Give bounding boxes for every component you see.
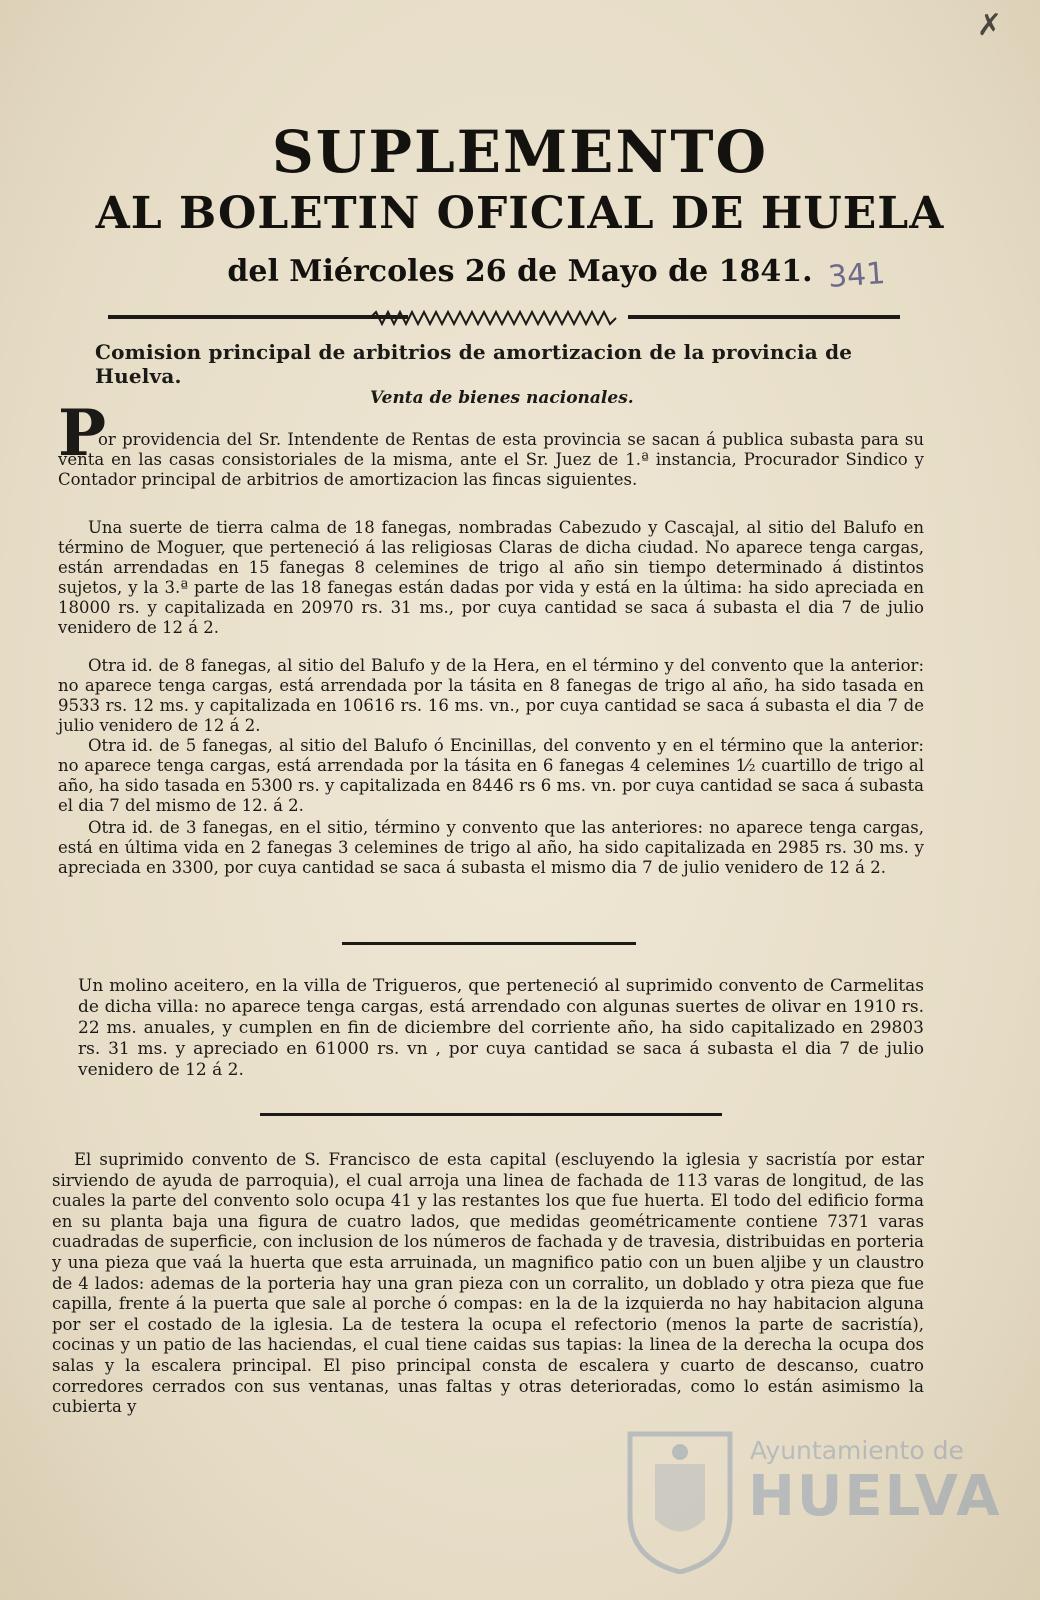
listing-paragraph: Otra id. de 3 fanegas, en el sitio, término y convento que las anteriores: no aparece tenga cargas, está en última vida en 2 fanegas 3 celemines de trigo al año, ha sido capitalizada en 2985 rs. 30 ms. y apreciada en 3300, por cuya cantidad se saca á subasta el mismo dia 7 de julio venidero de 12 á 2. xyxy=(58,818,924,877)
city-shield-icon xyxy=(620,1424,740,1574)
divider-right-bar xyxy=(628,315,900,319)
listing-paragraph: Una suerte de tierra calma de 18 fanegas, nombradas Cabezudo y Cascajal, al sitio del Balufo en término de Moguer, que perteneció á las religiosas Claras de dicha ciudad. No aparece tenga cargas, están arrendadas en 15 fanegas 8 celemines de trigo al año sin tiempo determinado á distintos sujetos, y la 3.ª parte de las 18 fanegas están dadas por vida y está en la última: ha sido apreciada en 18000 rs. y capitalizada en 20970 rs. 31 ms., por cuya cantidad se saca á subasta el dia 7 de julio venidero de 12 á 2. xyxy=(58,518,924,637)
watermark-line2: HUELVA xyxy=(748,1464,1002,1529)
section-subheading: Venta de bienes nacionales. xyxy=(370,388,634,408)
section-rule xyxy=(342,942,636,945)
listing-paragraph: Un molino aceitero, en la villa de Trigueros, que perteneció al suprimido convento de Carmelitas de dicha villa: no aparece tenga cargas, está arrendado con algunas suertes de olivar en 1910 rs. 22 ms. anuales, y cumplen en fin de diciembre del corriente año, ha sido capitalizado en 29803 rs. 31 ms. y apreciado en 61000 rs. vn , por cuya cantidad se saca á subasta el dia 7 de julio venidero de 12 á 2. xyxy=(78,976,924,1080)
section-rule xyxy=(260,1113,722,1116)
intro-paragraph: or providencia del Sr. Intendente de Rentas de esta provincia se sacan á publica subasta para su venta en las casas consistoriales de la misma, ante el Sr. Juez de 1.ª instancia, Procurador Sindico y Contador principal de arbitrios de amortizacion las fincas siguientes. xyxy=(58,430,924,489)
listing-paragraph: Otra id. de 5 fanegas, al sitio del Balufo ó Encinillas, del convento y en el término que la anterior: no aparece tenga cargas, está arrendada por la tásita en 6 fanegas 4 celemines 1⁄₂ cuartillo de trigo al año, ha sido tasada en 5300 rs. y capitalizada en 8446 rs 6 ms. vn. por cuya cantidad se saca á subasta el dia 7 del mismo de 12. á 2. xyxy=(58,736,924,815)
listing-paragraph: Otra id. de 8 fanegas, al sitio del Balufo y de la Hera, en el término y del convento que la anterior: no aparece tenga cargas, está arrendada por la tásita en 8 fanegas de trigo al año, ha sido tasada en 9533 rs. 12 ms. y capitalizada en 10616 rs. 16 ms. vn., por cuya cantidad se saca á subasta el dia 7 de julio venidero de 12 á 2. xyxy=(58,656,924,735)
masthead-subtitle: AL BOLETIN OFICIAL DE HUELA xyxy=(95,188,945,239)
intro-dropcap: P xyxy=(58,396,107,471)
ornamental-divider xyxy=(108,308,900,328)
masthead-title: SUPLEMENTO xyxy=(271,118,769,186)
pencil-page-number: 341 xyxy=(826,256,887,295)
listing-paragraph: El suprimido convento de S. Francisco de esta capital (escluyendo la iglesia y sacristía por estar sirviendo de ayuda de parroquia), el cual arroja una linea de fachada de 113 varas de longitud, de las cuales la parte del convento solo ocupa 41 y las restantes los que fue huerta. El todo del edificio forma en su planta baja una figura de cuatro lados, que medidas geométricamente contiene 7371 varas cuadradas de superficie, con inclusion de los números de fachada y de travesia, distribuidas en porteria y una pieza que vaá la huerta que esta arruinada, un magnifico patio con un buen aljibe y un claustro de 4 lados: ademas de la porteria hay una gran pieza con un corralito, un doblado y otra pieza que fue capilla, frente á la puerta que sale al porche ó compas: en la de la izquierda no hay habitacion alguna por ser el costado de la iglesia. La de testera la ocupa el refectorio (menos la parte de sacristía), cocinas y un patio de las haciendas, el cual tiene caidas sus tapias: la linea de la derecha la ocupa dos salas y la escalera principal. El piso principal consta de escalera y cuarto de descanso, cuatro corredores cerrados con sus ventanas, unas faltas y otras deterioradas, como lo están asimismo la cubierta y xyxy=(52,1150,924,1417)
masthead-date: del Miércoles 26 de Mayo de 1841. xyxy=(227,254,813,289)
archive-watermark xyxy=(610,1424,1030,1594)
divider-left-bar xyxy=(108,315,408,319)
watermark-line1: Ayuntamiento de xyxy=(750,1436,964,1465)
section-heading: Comision principal de arbitrios de amortizacion de la provincia de Huelva. xyxy=(95,340,853,388)
corner-check-mark: ✗ xyxy=(976,8,1002,43)
